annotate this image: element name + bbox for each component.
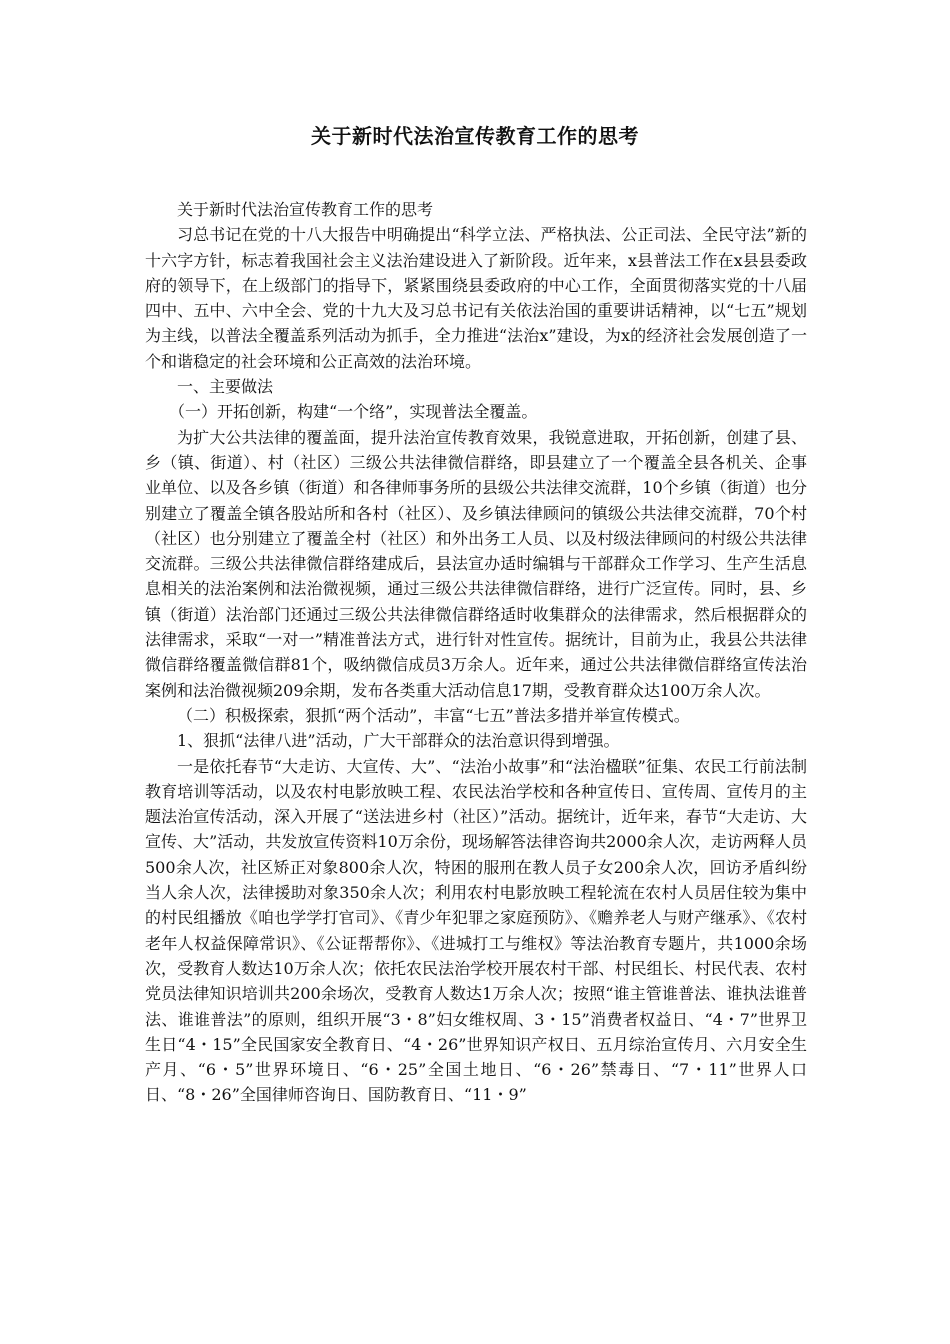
heading-section-1: （一）开拓创新，构建“一个络”，实现普法全覆盖。 [169,402,538,422]
paragraph-subtitle: 关于新时代法治宣传教育工作的思考 [177,200,434,219]
heading-section-2: （二）积极探索，狠抓“两个活动”，丰富“七五”普法多措并举宣传模式。 [177,705,690,725]
document-body [145,197,807,1108]
paragraph-intro: 习总书记在党的十八大报告中明确提出“科学立法、严格执法、公正司法、全民守法”新的十六字方针，标志着我国社会主义法治建设进入了新阶段。近年来，x县普法工作在x县县委政府的领导下，在上级部门的指导下，紧紧围绕县委政府的中心工作，全面贯彻落实党的十八届四中、五中、六中全会、党的十九大及习总书记有关依法治国的重要讲话精神，以“七五”规划为主线，以普法全覆盖系列活动为抓手，全力推进“法治x”建设，为x的经济社会发展创造了一个和谐稳定的社会环境和公正高效的法治环境。 [145,225,807,371]
document-title: 关于新时代法治宣传教育工作的思考 [311,124,639,148]
paragraph-subsection-1: 一是依托春节“大走访、大宣传、大”、“法治小故事”和“法治楹联”征集、农民工行前法制教育培训等活动，以及农村电影放映工程、农民法治学校和各种宣传日、宣传周、宣传月的主题法治宣传活动，深入开展了“送法进乡村（社区）”活动。据统计，近年来，春节“大走访、大宣传、大”活动，共发放宣传资料10万余份，现场解答法律咨询共2000余人次，走访两释人员500余人次，社区矫正对象800余人次，特困的服刑在教人员子女200余人次，回访矛盾纠纷当人余人次，法律援助对象350余人次；利用农村电影放映工程轮流在农村人员居住较为集中的村民组播放《咱也学学打官司》、《青少年犯罪之家庭预防》、《赡养老人与财产继承》、《农村老年人权益保障常识》、《公证帮帮你》、《进城打工与维权》等法治教育专题片，共1000余场次，受教育人数达10万余人次；依托农民法治学校开展农村干部、村民组长、村民代表、农村党员法律知识培训共200余场次，受教育人数达1万余人次；按照“谁主管谁普法、谁执法谁普法、谁谁普法”的原则，组织开展“3・8”妇女维权周、3・15”消费者权益日、“4・7”世界卫生日“4・15”全民国家安全教育日、“4・26”世界知识产权日、五月综治宣传月、六月安全生产月、“6・5”世界环境日、“6・25”全国土地日、“6・26”禁毒日、“7・11”世界人口日、“8・26”全国律师咨询日、国防教育日、“11・9” [145,756,807,1105]
heading-main-practices: 一、主要做法 [177,377,274,397]
paragraph-section-1: 为扩大公共法律的覆盖面，提升法治宣传教育效果，我锐意进取，开拓创新，创建了县、乡（镇、街道）、村（社区）三级公共法律微信群络，即县建立了一个覆盖全县各机关、企事业单位、以及各乡镇（街道）和各律师事务所的县级公共法律交流群，10个乡镇（街道）也分别建立了覆盖全镇各股站所和各村（社区）、及乡镇法律顾问的镇级公共法律交流群，70个村（社区）也分别建立了覆盖全村（社区）和外出务工人员、以及村级法律顾问的村级公共法律交流群。三级公共法律微信群络建成后，县法宣办适时编辑与干部群众工作学习、生产生活息息相关的法治案例和法治微视频，通过三级公共法律微信群络，进行广泛宣传。同时，县、乡镇（街道）法治部门还通过三级公共法律微信群络适时收集群众的法律需求，然后根据群众的法律需求，采取“一对一”精准普法方式，进行针对性宣传。据统计，目前为止，我县公共法律微信群络覆盖微信群81个，吸纳微信成员3万余人。近年来，通过公共法律微信群络宣传法治案例和法治微视频209余期，发布各类重大活动信息17期，受教育群众达100万余人次。 [145,427,807,700]
heading-subsection-1: 1、狠抓“法律八进”活动，广大干部群众的法治意识得到增强。 [177,731,620,751]
